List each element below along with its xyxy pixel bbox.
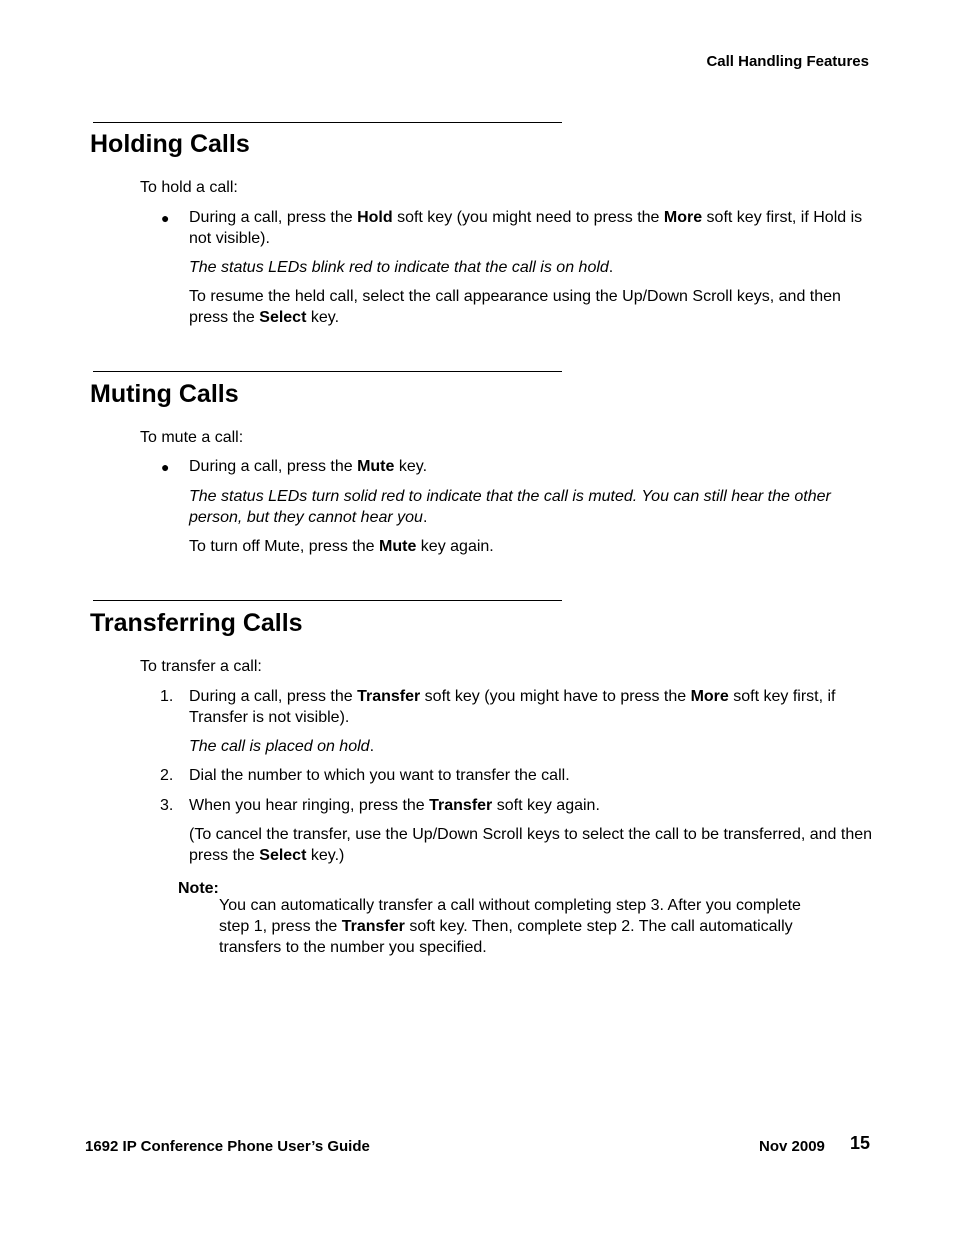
transfer-step-2: Dial the number to which you want to transfer the call. <box>189 767 570 784</box>
hold-step: During a call, press the Hold soft key (you might need to press the More soft key first, if Hold is not visible). <box>189 209 863 247</box>
note-text: You can automatically transfer a call without completing step 3. After you complete step 1, press the Transfer soft key. Then, complete step 2. The call automatically transfers to the number you specified. <box>219 897 801 956</box>
section-title-transferring: Transferring Calls <box>90 609 303 637</box>
section-rule <box>93 122 562 123</box>
note-label: Note: <box>178 880 219 897</box>
footer-title: 1692 IP Conference Phone User’s Guide <box>85 1138 370 1155</box>
transfer-step-1-result: The call is placed on hold. <box>189 738 375 755</box>
transfer-step-3: When you hear ringing, press the Transfer soft key again. <box>189 797 600 814</box>
bullet-icon: ● <box>161 459 170 475</box>
section-title-muting: Muting Calls <box>90 380 239 408</box>
bullet-icon: ● <box>161 210 170 226</box>
mute-step: During a call, press the Mute key. <box>189 458 428 475</box>
hold-result: The status LEDs blink red to indicate that the call is on hold. <box>189 259 614 276</box>
page-number: 15 <box>850 1133 871 1153</box>
step-number: 1. <box>160 688 174 705</box>
step-number: 2. <box>160 767 174 784</box>
mute-turnoff: To turn off Mute, press the Mute key again. <box>189 538 494 555</box>
intro-text: To mute a call: <box>140 429 244 446</box>
transfer-cancel: (To cancel the transfer, use the Up/Down Scroll keys to select the call to be transferred, and then press the Select key.) <box>189 826 873 864</box>
hold-resume: To resume the held call, select the call appearance using the Up/Down Scroll keys, and then press the Select key. <box>189 288 841 326</box>
running-head: Call Handling Features <box>706 53 869 70</box>
step-number: 3. <box>160 797 174 814</box>
transfer-step-1: During a call, press the Transfer soft key (you might have to press the More soft key first, if Transfer is not visible). <box>189 688 836 726</box>
section-title-holding: Holding Calls <box>90 130 250 158</box>
section-rule <box>93 600 562 601</box>
intro-text: To transfer a call: <box>140 658 262 675</box>
section-rule <box>93 371 562 372</box>
footer-date: Nov 2009 <box>759 1138 825 1155</box>
intro-text: To hold a call: <box>140 179 238 196</box>
mute-result: The status LEDs turn solid red to indicate that the call is muted. You can still hear the other person, but they cannot hear you. <box>189 488 831 526</box>
